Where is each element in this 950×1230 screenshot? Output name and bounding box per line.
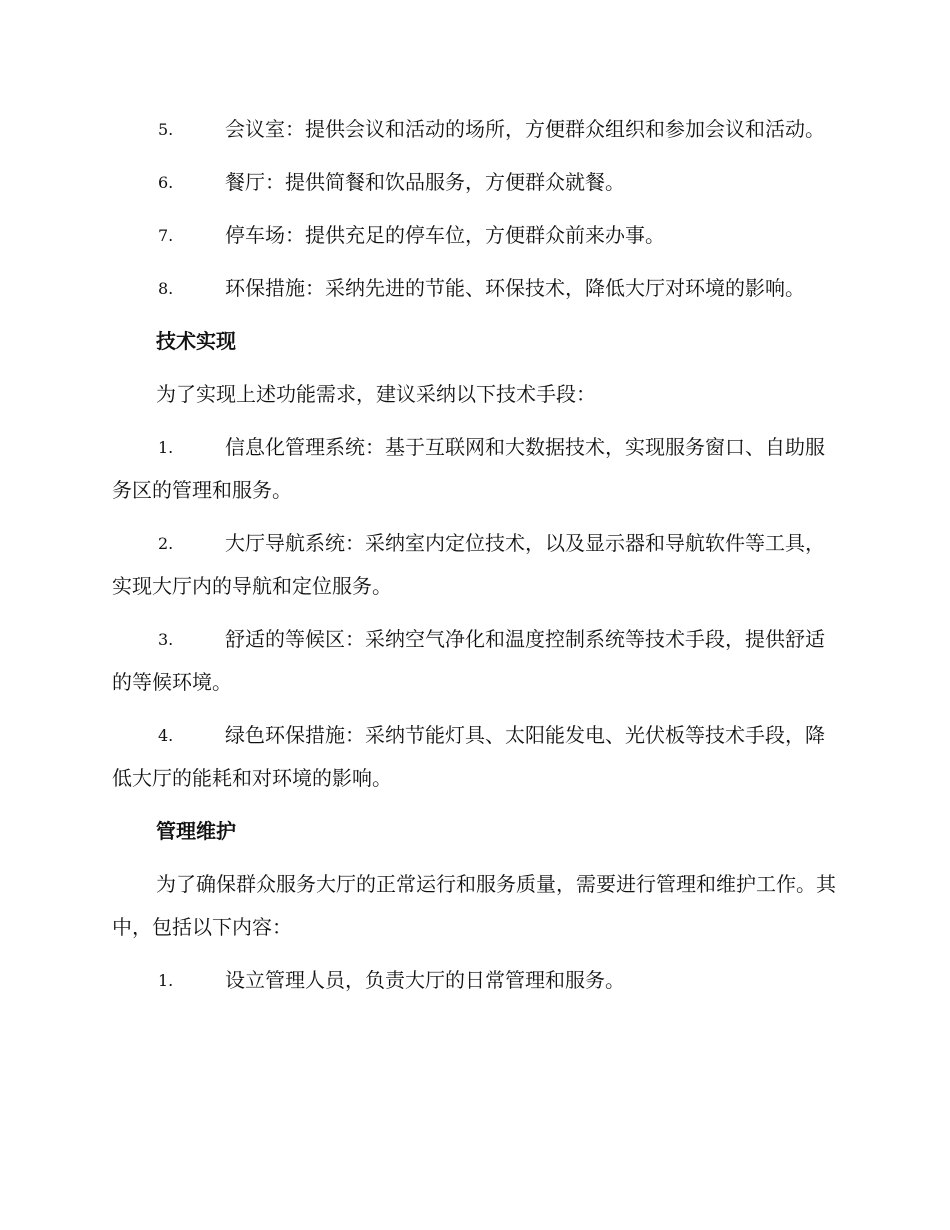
section-intro-mgmt: 为了确保群众服务大厅的正常运行和服务质量，需要进行管理和维护工作。其中，包括以下内容： — [112, 872, 836, 939]
list-text: 设立管理人员，负责大厅的日常管理和服务。 — [225, 968, 625, 992]
list-text: 舒适的等候区：采纳空气净化和温度控制系统等技术手段，提供舒适的等候环境。 — [112, 627, 825, 694]
list-text: 大厅导航系统：采纳室内定位技术，以及显示器和导航软件等工具，实现大厅内的导航和定位服务。 — [112, 531, 825, 598]
list-number: 2. — [158, 534, 174, 553]
list-item — [112, 426, 842, 512]
list-item — [112, 108, 842, 151]
list-text: 信息化管理系统：基于互联网和大数据技术，实现服务窗口、自助服务区的管理和服务。 — [112, 435, 825, 502]
document-page — [112, 108, 842, 1012]
list-number: 3. — [158, 630, 174, 649]
list-item — [112, 161, 842, 204]
list-item — [112, 214, 842, 257]
section-heading-mgmt: 管理维护 — [156, 819, 236, 843]
list-number: 6. — [158, 173, 174, 192]
list-number: 8. — [158, 279, 174, 298]
list-number: 1. — [158, 438, 174, 457]
list-item — [112, 959, 842, 1002]
list-number: 7. — [158, 226, 174, 245]
list-text: 环保措施：采纳先进的节能、环保技术，降低大厅对环境的影响。 — [225, 276, 805, 300]
list-number: 4. — [158, 726, 174, 745]
list-number: 1. — [158, 971, 174, 990]
list-item — [112, 618, 842, 704]
list-text: 停车场：提供充足的停车位，方便群众前来办事。 — [225, 223, 665, 247]
section-heading-tech: 技术实现 — [156, 329, 236, 353]
list-item — [112, 267, 842, 310]
list-text: 绿色环保措施：采纳节能灯具、太阳能发电、光伏板等技术手段，降低大厅的能耗和对环境的影响。 — [112, 723, 825, 790]
list-text: 餐厅：提供简餐和饮品服务，方便群众就餐。 — [225, 170, 625, 194]
list-item — [112, 522, 842, 608]
list-number: 5. — [158, 120, 174, 139]
list-item — [112, 714, 842, 800]
list-text: 会议室：提供会议和活动的场所，方便群众组织和参加会议和活动。 — [225, 117, 825, 141]
section-intro-tech: 为了实现上述功能需求，建议采纳以下技术手段： — [156, 382, 596, 406]
